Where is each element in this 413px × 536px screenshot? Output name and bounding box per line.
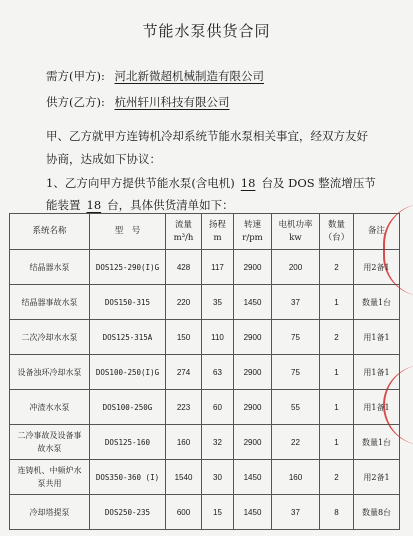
system-name-cell bbox=[10, 460, 90, 495]
column-header bbox=[234, 214, 272, 250]
power-cell: 37 bbox=[272, 495, 320, 530]
device-quantity: 18 bbox=[86, 198, 102, 212]
column-header-text: （台） bbox=[323, 232, 350, 243]
power-cell: 22 bbox=[272, 425, 320, 460]
column-header bbox=[166, 214, 202, 250]
qty-cell: 8 bbox=[320, 495, 354, 530]
system-name-cell bbox=[10, 285, 90, 320]
table-row bbox=[10, 390, 400, 425]
power-cell: 160 bbox=[272, 460, 320, 495]
column-header-text: r/pm bbox=[242, 232, 263, 243]
head-cell: 15 bbox=[202, 495, 234, 530]
table-header-row bbox=[10, 214, 400, 250]
head-cell: 117 bbox=[202, 250, 234, 285]
pump-quantity: 18 bbox=[240, 176, 256, 190]
buyer-line bbox=[46, 68, 264, 84]
table-body bbox=[10, 250, 400, 530]
model-cell: DOS100-250G bbox=[90, 390, 166, 425]
table-row bbox=[10, 320, 400, 355]
power-cell: 37 bbox=[272, 285, 320, 320]
system-name-text: 连铸机、中频炉水 bbox=[17, 466, 82, 475]
column-header bbox=[354, 214, 400, 250]
clause-1-line2-prefix: 能装置 bbox=[46, 198, 81, 212]
system-name-text: 冷却塔提泵 bbox=[29, 507, 70, 517]
column-header-text: 电机功率 bbox=[278, 219, 313, 230]
column-header-text: 系统名称 bbox=[32, 226, 67, 236]
clause-1-line2-suffix: 台，具体供货清单如下： bbox=[107, 198, 234, 212]
head-cell: 110 bbox=[202, 320, 234, 355]
note-cell: 数量1台 bbox=[354, 425, 400, 460]
qty-cell: 1 bbox=[320, 285, 354, 320]
column-header-text: 转速 bbox=[243, 219, 261, 230]
column-header-text: m bbox=[213, 232, 222, 243]
system-name-text: 结晶器事故水泵 bbox=[21, 297, 78, 307]
table-row bbox=[10, 495, 400, 530]
table-row bbox=[10, 355, 400, 390]
qty-cell: 2 bbox=[320, 460, 354, 495]
flow-cell: 223 bbox=[166, 390, 202, 425]
column-header-text: m³/h bbox=[173, 232, 194, 243]
system-name-cell bbox=[10, 390, 90, 425]
head-cell: 32 bbox=[202, 425, 234, 460]
table-row bbox=[10, 250, 400, 285]
power-cell: 75 bbox=[272, 320, 320, 355]
supplier-line bbox=[46, 94, 230, 110]
speed-cell: 1450 bbox=[234, 495, 272, 530]
system-name-text: 二冷事故及设备事 bbox=[17, 431, 82, 440]
clause-1-prefix: 1、乙方向甲方提供节能水泵(含电机) bbox=[46, 176, 235, 190]
speed-cell: 2900 bbox=[234, 355, 272, 390]
table-row bbox=[10, 425, 400, 460]
system-name-text: 故水泵 bbox=[37, 444, 62, 453]
column-header-text: 流量 bbox=[174, 219, 192, 230]
column-header bbox=[320, 214, 354, 250]
qty-cell: 1 bbox=[320, 425, 354, 460]
system-name-cell bbox=[10, 355, 90, 390]
page-title: 节能水泵供货合同 bbox=[142, 22, 271, 40]
note-cell: 用1备1 bbox=[354, 355, 400, 390]
model-cell: DOS350-360 (I) bbox=[90, 460, 166, 495]
head-cell: 60 bbox=[202, 390, 234, 425]
supply-table bbox=[9, 213, 400, 530]
model-cell: DOS150-315 bbox=[90, 285, 166, 320]
speed-cell: 2900 bbox=[234, 320, 272, 355]
model-cell: DOS125-315A bbox=[90, 320, 166, 355]
speed-cell: 1450 bbox=[234, 285, 272, 320]
head-cell: 35 bbox=[202, 285, 234, 320]
model-cell: DOS250-235 bbox=[90, 495, 166, 530]
speed-cell: 1450 bbox=[234, 460, 272, 495]
table-row bbox=[10, 285, 400, 320]
supplier-name: 杭州轩川科技有限公司 bbox=[114, 95, 230, 109]
note-cell: 用2备1 bbox=[354, 460, 400, 495]
qty-cell: 1 bbox=[320, 390, 354, 425]
qty-cell: 2 bbox=[320, 250, 354, 285]
note-cell: 数量1台 bbox=[354, 285, 400, 320]
flow-cell: 160 bbox=[166, 425, 202, 460]
table-row bbox=[10, 460, 400, 495]
power-cell: 75 bbox=[272, 355, 320, 390]
column-header-text: 备注 bbox=[367, 226, 385, 236]
model-cell: DOS100-250(I)G bbox=[90, 355, 166, 390]
head-cell: 30 bbox=[202, 460, 234, 495]
system-name-cell bbox=[10, 320, 90, 355]
note-cell: 用2备1 bbox=[354, 250, 400, 285]
note-cell: 数量8台 bbox=[354, 495, 400, 530]
system-name-text: 冲渣水水泵 bbox=[29, 402, 70, 412]
column-header-text: 数量 bbox=[327, 219, 345, 230]
qty-cell: 1 bbox=[320, 355, 354, 390]
clause-1-line-1 bbox=[46, 171, 386, 195]
column-header-text: kw bbox=[289, 232, 302, 243]
power-cell: 55 bbox=[272, 390, 320, 425]
speed-cell: 2900 bbox=[234, 425, 272, 460]
system-name-text: 泵共用 bbox=[37, 479, 62, 488]
intro-line-2: 协商，达成如下协议： bbox=[46, 152, 161, 166]
system-name-cell bbox=[10, 495, 90, 530]
qty-cell: 2 bbox=[320, 320, 354, 355]
speed-cell: 2900 bbox=[234, 390, 272, 425]
system-name-text: 二次冷却水水泵 bbox=[21, 332, 78, 342]
intro-line-1: 甲、乙方就甲方连铸机冷却系统节能水泵相关事宜，经双方友好 bbox=[46, 129, 368, 143]
model-cell: DOS125-290(I)G bbox=[90, 250, 166, 285]
system-name-text: 结晶器水泵 bbox=[29, 262, 70, 272]
clause-1-mid: 台及 DOS 整流增压节 bbox=[261, 176, 376, 190]
buyer-name: 河北新微超机械制造有限公司 bbox=[114, 69, 265, 83]
column-header bbox=[202, 214, 234, 250]
column-header-text: 型 号 bbox=[114, 226, 141, 236]
column-header bbox=[10, 214, 90, 250]
flow-cell: 150 bbox=[166, 320, 202, 355]
power-cell: 200 bbox=[272, 250, 320, 285]
system-name-cell bbox=[10, 425, 90, 460]
column-header bbox=[272, 214, 320, 250]
model-cell: DOS125-160 bbox=[90, 425, 166, 460]
flow-cell: 220 bbox=[166, 285, 202, 320]
supplier-label: 供方(乙方): bbox=[46, 95, 105, 109]
note-cell: 用1备1 bbox=[354, 320, 400, 355]
head-cell: 63 bbox=[202, 355, 234, 390]
flow-cell: 600 bbox=[166, 495, 202, 530]
system-name-cell bbox=[10, 250, 90, 285]
buyer-label: 需方(甲方): bbox=[46, 69, 105, 83]
column-header bbox=[90, 214, 166, 250]
system-name-text: 设备浊环冷却水泵 bbox=[17, 367, 82, 377]
flow-cell: 274 bbox=[166, 355, 202, 390]
flow-cell: 1540 bbox=[166, 460, 202, 495]
speed-cell: 2900 bbox=[234, 250, 272, 285]
column-header-text: 扬程 bbox=[208, 219, 226, 230]
flow-cell: 428 bbox=[166, 250, 202, 285]
note-cell: 用1备1 bbox=[354, 390, 400, 425]
